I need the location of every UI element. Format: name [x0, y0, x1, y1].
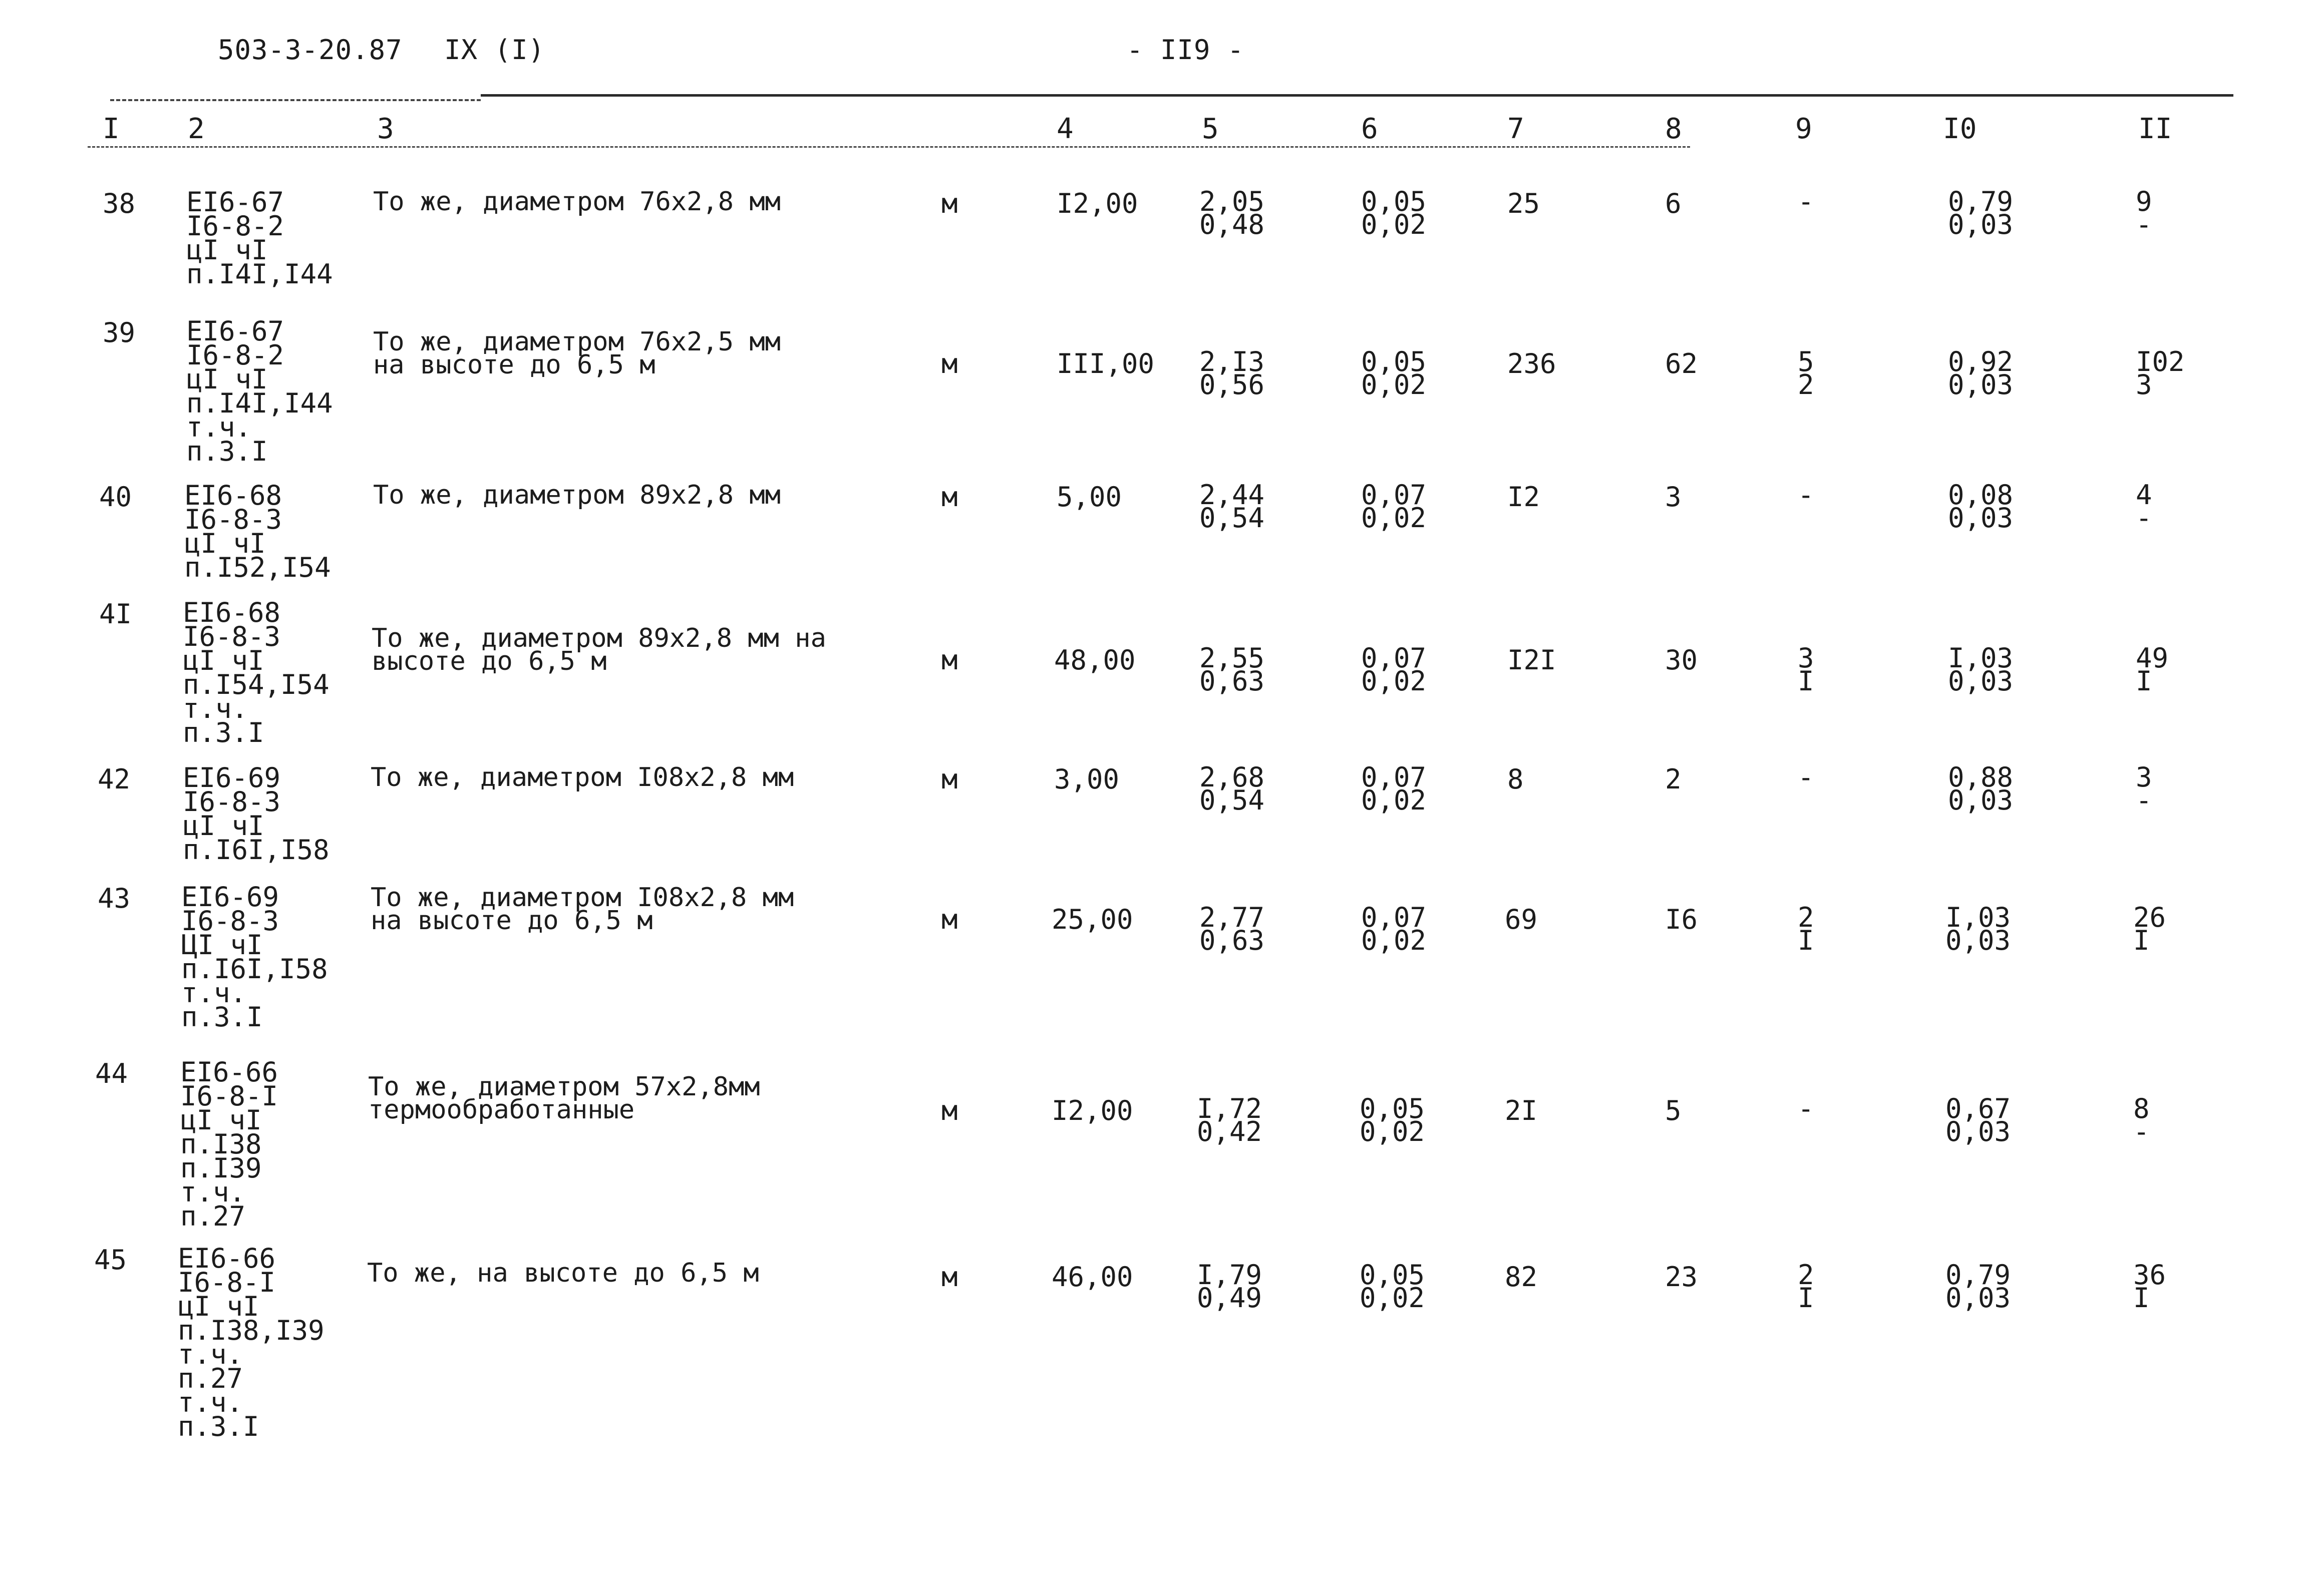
cell-col5: 2,I3 0,56: [1199, 346, 1265, 401]
cell-col7: 82: [1505, 1261, 1538, 1293]
document-code: [218, 34, 545, 66]
cell-col8: 2: [1665, 763, 1682, 795]
cell-col10: 0,92 0,03: [1948, 346, 2014, 401]
cell-col9: -: [1798, 186, 1814, 217]
cell-col9: -: [1798, 479, 1814, 511]
cell-col9: 5 2: [1798, 346, 1814, 401]
work-description: То же, диаметром 89х2,8 мм: [373, 480, 781, 510]
table-row: [0, 479, 2307, 583]
cell-col9: 2 I: [1798, 1259, 1814, 1314]
work-description: То же, на высоте до 6,5 м: [367, 1258, 759, 1288]
cell-col5: I,72 0,42: [1197, 1093, 1262, 1147]
cell-col6: 0,05 0,02: [1360, 1093, 1425, 1147]
row-number: 39: [103, 317, 136, 348]
unit: м: [941, 904, 958, 935]
quantity: 48,00: [1054, 644, 1136, 676]
estimate-code: EI6-67 I6-8-2 цI чI п.I4I,I44: [186, 186, 333, 290]
cell-col10: 0,79 0,03: [1945, 1259, 2011, 1314]
quantity: III,00: [1057, 348, 1155, 379]
cell-col7: 236: [1507, 348, 1556, 379]
column-header: 3: [377, 113, 394, 145]
table-top-rule: [481, 94, 2233, 97]
cell-col6: 0,05 0,02: [1360, 1259, 1425, 1314]
cell-col8: 6: [1665, 188, 1682, 219]
cell-col5: 2,44 0,54: [1199, 479, 1265, 534]
cell-col11: 4 -: [2136, 479, 2152, 534]
estimate-code: EI6-66 I6-8-I цI чI п.I38 п.I39 т.ч. п.27: [180, 1056, 278, 1232]
cell-col11: 36 I: [2133, 1259, 2166, 1314]
cell-col11: 26 I: [2133, 902, 2166, 956]
cell-col11: 3 -: [2136, 761, 2152, 816]
cell-col6: 0,07 0,02: [1361, 902, 1427, 956]
cell-col8: 62: [1665, 348, 1698, 379]
quantity: I2,00: [1052, 1095, 1133, 1126]
unit: м: [941, 1095, 958, 1126]
cell-col7: 8: [1507, 763, 1524, 795]
table-row: [0, 597, 2307, 748]
unit: м: [941, 1261, 958, 1293]
cell-col7: 25: [1507, 188, 1540, 219]
work-description: То же, диаметром 57х2,8мм термообработанные: [368, 1072, 760, 1125]
table-row: [0, 881, 2307, 1033]
work-description: То же, диаметром I08х2,8 мм на высоте до 6,5 м: [371, 883, 794, 936]
column-header-underline: [88, 146, 1690, 148]
cell-col10: I,03 0,03: [1945, 902, 2011, 956]
row-number: 45: [94, 1244, 127, 1276]
table-row: [0, 1056, 2307, 1232]
cell-col11: 9 -: [2136, 186, 2152, 240]
page-number: - II9 -: [1127, 34, 1244, 66]
row-number: 4I: [99, 598, 132, 630]
unit: м: [941, 348, 958, 379]
table-top-rule-left: [110, 99, 481, 101]
estimate-code: EI6-66 I6-8-I цI чI п.I38,I39 т.ч. п.27 т.ч. п.3.I: [178, 1243, 324, 1442]
cell-col10: 0,08 0,03: [1948, 479, 2014, 534]
column-header: I0: [1943, 113, 1977, 145]
column-header: 6: [1361, 113, 1378, 145]
estimate-code: EI6-68 I6-8-3 цI чI п.I52,I54: [184, 480, 331, 583]
estimate-code: EI6-69 I6-8-3 ЦI чI п.I6I,I58 т.ч. п.3.I: [181, 881, 328, 1033]
cell-col5: 2,68 0,54: [1199, 761, 1265, 816]
estimate-code: EI6-67 I6-8-2 цI чI п.I4I,I44 т.ч. п.3.I: [186, 315, 333, 467]
cell-col8: 5: [1665, 1095, 1682, 1126]
table-row: [0, 761, 2307, 866]
estimate-code: EI6-68 I6-8-3 цI чI п.I54,I54 т.ч. п.3.I: [183, 597, 329, 748]
cell-col9: 2 I: [1798, 902, 1814, 956]
cell-col9: -: [1798, 1093, 1814, 1124]
work-description: То же, диаметром I08х2,8 мм: [371, 762, 794, 792]
cell-col5: 2,77 0,63: [1199, 902, 1265, 956]
cell-col8: 3: [1665, 481, 1682, 513]
table-row: [0, 1243, 2307, 1442]
unit: м: [941, 481, 958, 513]
column-header: II: [2138, 113, 2172, 145]
cell-col9: 3 I: [1798, 642, 1814, 697]
row-number: 42: [98, 763, 131, 795]
row-number: 43: [98, 883, 131, 914]
cell-col7: I2: [1507, 481, 1540, 513]
quantity: I2,00: [1057, 188, 1138, 219]
cell-col7: 69: [1505, 904, 1538, 935]
cell-col6: 0,07 0,02: [1361, 642, 1427, 697]
cell-col8: 30: [1665, 644, 1698, 676]
doc-code: 503-3-20.87: [218, 34, 403, 66]
cell-col6: 0,07 0,02: [1361, 761, 1427, 816]
cell-col10: 0,88 0,03: [1948, 761, 2014, 816]
unit: м: [941, 188, 958, 219]
column-header: 9: [1795, 113, 1812, 145]
cell-col10: 0,67 0,03: [1945, 1093, 2011, 1147]
doc-section: IX (I): [444, 34, 545, 66]
unit: м: [941, 644, 958, 676]
quantity: 46,00: [1052, 1261, 1133, 1293]
cell-col5: 2,55 0,63: [1199, 642, 1265, 697]
cell-col11: 8 -: [2133, 1093, 2150, 1147]
cell-col5: 2,05 0,48: [1199, 186, 1265, 240]
cell-col11: I02 3: [2136, 346, 2185, 401]
column-header: 4: [1057, 113, 1074, 145]
cell-col6: 0,05 0,02: [1361, 346, 1427, 401]
cell-col7: 2I: [1505, 1095, 1538, 1126]
column-header: 5: [1202, 113, 1219, 145]
column-header: 2: [188, 113, 205, 145]
quantity: 25,00: [1052, 904, 1133, 935]
estimate-code: EI6-69 I6-8-3 цI чI п.I6I,I58: [183, 762, 329, 866]
row-number: 40: [99, 481, 132, 513]
quantity: 3,00: [1054, 763, 1120, 795]
cell-col6: 0,05 0,02: [1361, 186, 1427, 240]
quantity: 5,00: [1057, 481, 1122, 513]
table-row: [0, 315, 2307, 467]
cell-col10: 0,79 0,03: [1948, 186, 2014, 240]
cell-col6: 0,07 0,02: [1361, 479, 1427, 534]
row-number: 38: [103, 188, 136, 219]
column-header: 8: [1665, 113, 1682, 145]
row-number: 44: [95, 1058, 128, 1089]
column-header: I: [103, 113, 120, 145]
cell-col5: I,79 0,49: [1197, 1259, 1262, 1314]
cell-col10: I,03 0,03: [1948, 642, 2014, 697]
work-description: То же, диаметром 89х2,8 мм на высоте до 6,5 м: [372, 623, 826, 676]
cell-col8: 23: [1665, 1261, 1698, 1293]
column-header: 7: [1507, 113, 1524, 145]
cell-col11: 49 I: [2136, 642, 2169, 697]
unit: м: [941, 763, 958, 795]
cell-col7: I2I: [1507, 644, 1556, 676]
table-row: [0, 186, 2307, 290]
work-description: То же, диаметром 76х2,8 мм: [373, 187, 781, 217]
work-description: То же, диаметром 76х2,5 мм на высоте до 6,5 м: [373, 327, 781, 380]
cell-col9: -: [1798, 761, 1814, 793]
cell-col8: I6: [1665, 904, 1698, 935]
